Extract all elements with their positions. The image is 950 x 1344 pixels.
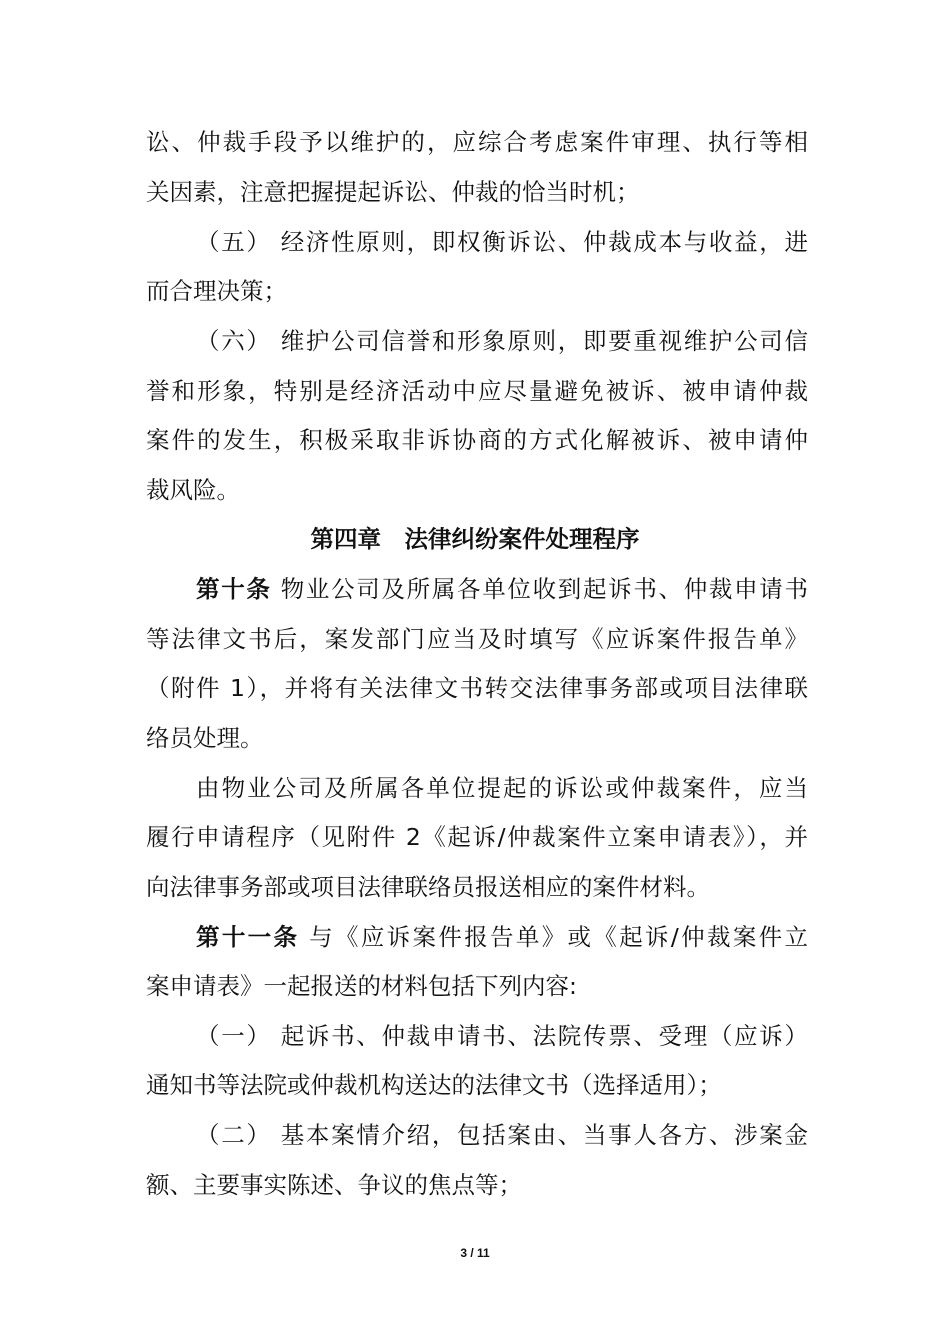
paragraph-line: （六） 维护公司信誉和形象原则，即要重视维护公司信: [196, 327, 808, 355]
paragraph-line: （附件 1），并将有关法律文书转交法律事务部或项目法律联: [146, 674, 808, 702]
article-text: 物业公司及所属各单位收到起诉书、仲裁申请书: [271, 575, 808, 603]
paragraph-line: （五） 经济性原则，即权衡诉讼、仲裁成本与收益，进: [196, 228, 808, 256]
list-item-line: 通知书等法院或仲裁机构送达的法律文书（选择适用）；: [146, 1071, 722, 1099]
paragraph-line: 誉和形象，特别是经济活动中应尽量避免被诉、被申请仲裁: [146, 377, 808, 405]
paragraph-line: 向法律事务部或项目法律联络员报送相应的案件材料。: [146, 873, 710, 901]
paragraph-line: 裁风险。: [146, 476, 240, 504]
article-label: 第十条: [196, 575, 272, 603]
page-number: 3 / 11: [460, 1246, 490, 1260]
list-item-line: （二） 基本案情介绍，包括案由、当事人各方、涉案金: [196, 1121, 808, 1149]
article-label: 第十一条: [196, 923, 300, 951]
article-11-line: [196, 922, 808, 952]
paragraph-line: 等法律文书后，案发部门应当及时填写《应诉案件报告单》: [146, 625, 808, 653]
list-item-line: 额、主要事实陈述、争议的焦点等；: [146, 1171, 522, 1199]
list-item-line: （一） 起诉书、仲裁申请书、法院传票、受理（应诉）: [196, 1022, 808, 1050]
paragraph-line: 讼、仲裁手段予以维护的，应综合考虑案件审理、执行等相: [146, 128, 808, 156]
paragraph-line: 案件的发生，积极采取非诉协商的方式化解被诉、被申请仲: [146, 426, 808, 454]
paragraph-line: 而合理决策；: [146, 277, 287, 305]
paragraph-line: 由物业公司及所属各单位提起的诉讼或仲裁案件，应当: [196, 774, 808, 802]
paragraph-line: 履行申请程序（见附件 2《起诉/仲裁案件立案申请表》），并: [146, 823, 808, 851]
paragraph-line: 案申请表》一起报送的材料包括下列内容:: [146, 972, 577, 1000]
article-10-line: [196, 574, 808, 604]
paragraph-line: 关因素，注意把握提起诉讼、仲裁的恰当时机；: [146, 178, 640, 206]
article-text: 与《应诉案件报告单》或《起诉/仲裁案件立: [299, 923, 808, 951]
paragraph-line: 络员处理。: [146, 724, 264, 752]
chapter-title: 第四章 法律纠纷案件处理程序: [310, 525, 640, 553]
